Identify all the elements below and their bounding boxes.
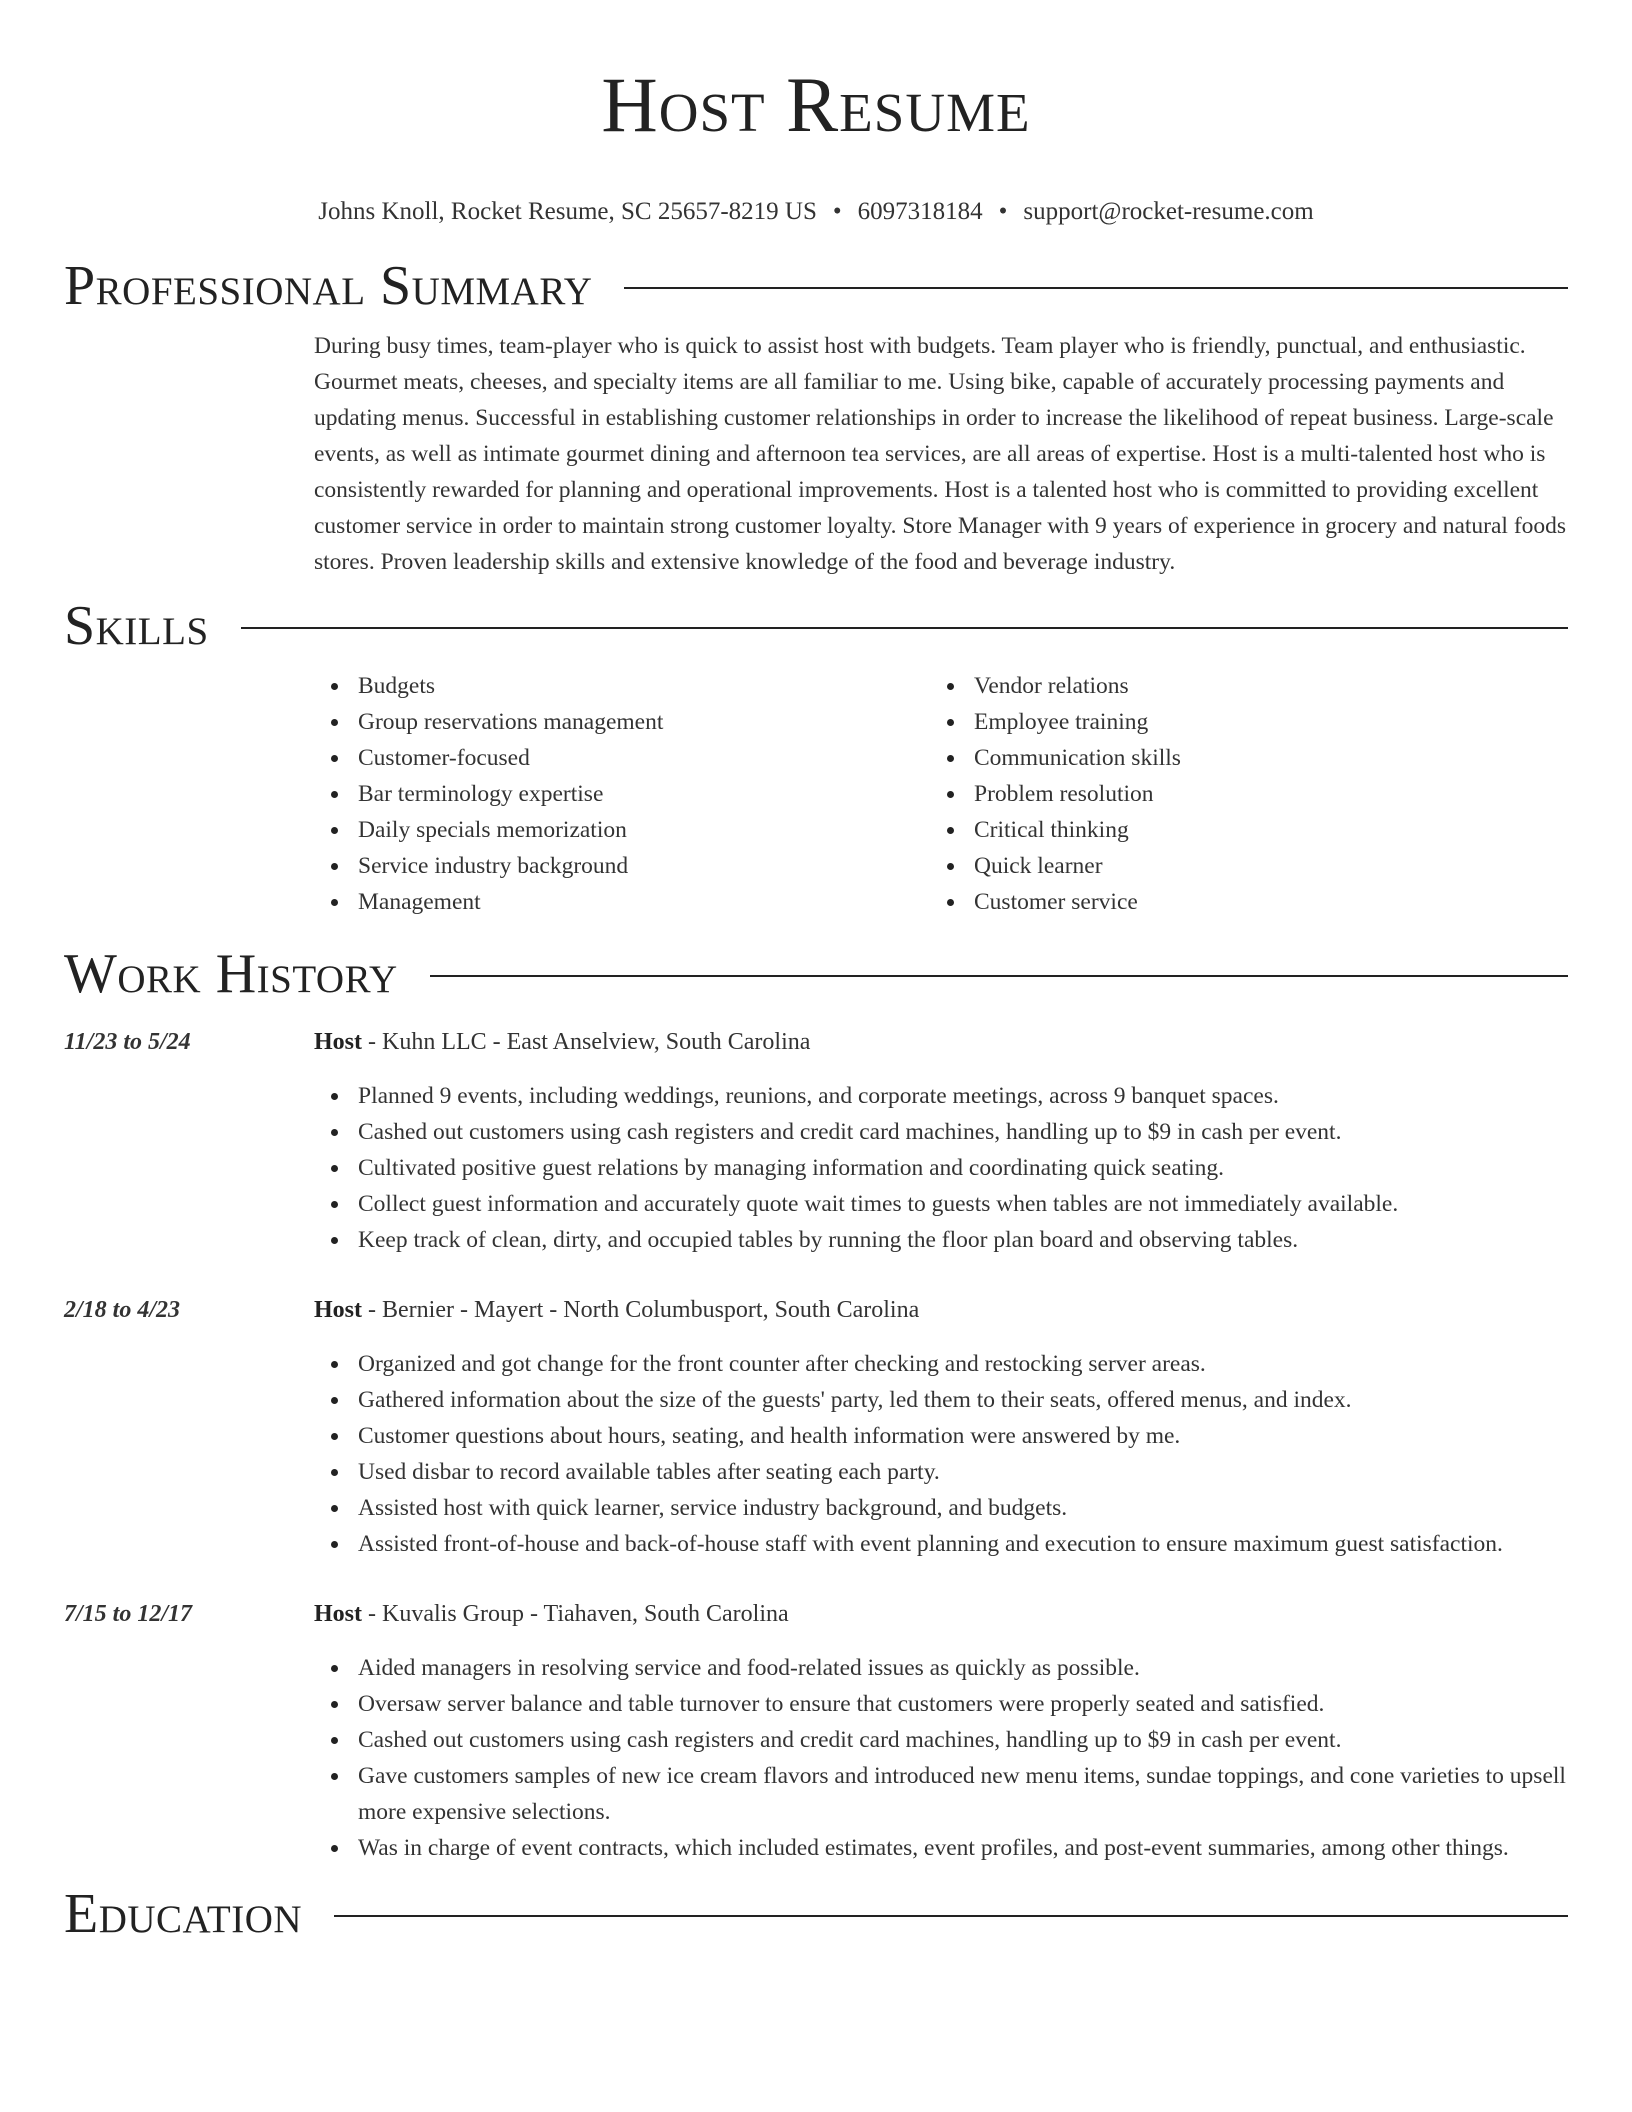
duty-item: Cashed out customers using cash registers and credit card machines, handling up to $9 in cash per event. [314,1722,1568,1758]
skill-item: Communication skills [930,740,1546,776]
duty-item: Organized and got change for the front counter after checking and restocking server areas. [314,1346,1568,1382]
job-dates: 11/23 to 5/24 [64,1029,191,1055]
duty-item: Planned 9 events, including weddings, reunions, and corporate meetings, across 9 banquet spaces. [314,1078,1568,1114]
skill-item: Quick learner [930,848,1546,884]
skill-item: Vendor relations [930,668,1546,704]
job-duties [314,1346,1568,1562]
duty-item: Oversaw server balance and table turnover to ensure that customers were properly seated and satisfied. [314,1686,1568,1722]
duty-item: Gathered information about the size of the guests' party, led them to their seats, offered menus, and index. [314,1382,1568,1418]
section-divider [430,975,1568,977]
skill-item: Daily specials memorization [314,812,930,848]
resume-page [64,0,1568,1946]
job-duties [314,1078,1568,1258]
resume-title: Host Resume [601,61,1031,148]
skill-item: Problem resolution [930,776,1546,812]
job-dates: 7/15 to 12/17 [64,1601,193,1627]
duty-item: Assisted host with quick learner, service industry background, and budgets. [314,1490,1568,1526]
duty-item: Assisted front-of-house and back-of-house staff with event planning and execution to ensure maximum guest satisfaction. [314,1526,1568,1562]
section-title: Education [64,1883,303,1945]
job-employer: - Kuhn LLC - East Anselview, South Carolina [362,1029,811,1055]
duty-item: Customer questions about hours, seating, and health information were answered by me. [314,1418,1568,1454]
section-education [64,1882,1568,1946]
job-dates: 2/18 to 4/23 [64,1297,181,1323]
job-role: Host [314,1601,362,1627]
contact-line [64,196,1568,228]
section-title: Work History [64,943,398,1005]
job-heading [314,1596,1568,1632]
skill-item: Service industry background [314,848,930,884]
section-title: Professional Summary [64,255,593,317]
job-role: Host [314,1029,362,1055]
section-divider [241,627,1568,629]
skill-item: Bar terminology expertise [314,776,930,812]
duty-item: Collect guest information and accurately quote wait times to guests when tables are not immediately available. [314,1186,1568,1222]
job-heading [314,1024,1568,1060]
section-title: Skills [64,595,209,657]
skills-column-right [930,668,1546,920]
job-duties [314,1650,1568,1866]
contact-separator: • [998,198,1008,225]
contact-phone: 6097318184 [857,198,983,225]
skill-item: Management [314,884,930,920]
duty-item: Gave customers samples of new ice cream flavors and introduced new menu items, sundae toppings, and cone varieties to upsell more expensive selections. [314,1758,1568,1830]
contact-separator: • [832,198,842,225]
job-employer: - Kuvalis Group - Tiahaven, South Carolina [362,1601,789,1627]
duty-item: Cashed out customers using cash registers and credit card machines, handling up to $9 in cash per event. [314,1114,1568,1150]
skill-item: Customer-focused [314,740,930,776]
skills-list [314,668,1568,920]
job-employer: - Bernier - Mayert - North Columbusport, South Carolina [362,1297,920,1323]
skill-item: Critical thinking [930,812,1546,848]
skill-item: Employee training [930,704,1546,740]
duty-item: Keep track of clean, dirty, and occupied tables by running the floor plan board and observing tables. [314,1222,1568,1258]
contact-email: support@rocket-resume.com [1023,198,1314,225]
job-entry [64,1292,1568,1562]
skill-item: Budgets [314,668,930,704]
section-divider [334,1915,1568,1917]
skills-column-left [314,668,930,920]
section-professional-summary [64,254,1568,318]
contact-address: Johns Knoll, Rocket Resume, SC 25657-8219 US [318,198,817,225]
duty-item: Aided managers in resolving service and food-related issues as quickly as possible. [314,1650,1568,1686]
duty-item: Cultivated positive guest relations by managing information and coordinating quick seating. [314,1150,1568,1186]
job-entry [64,1024,1568,1258]
job-role: Host [314,1297,362,1323]
skill-item: Group reservations management [314,704,930,740]
job-entry [64,1596,1568,1866]
section-skills [64,594,1568,658]
job-heading [314,1292,1568,1328]
section-divider [624,287,1568,289]
duty-item: Was in charge of event contracts, which included estimates, event profiles, and post-event summaries, among other things. [314,1830,1568,1866]
duty-item: Used disbar to record available tables after seating each party. [314,1454,1568,1490]
skill-item: Customer service [930,884,1546,920]
summary-paragraph: During busy times, team-player who is quick to assist host with budgets. Team player who is friendly, punctual, and enthusiastic. Gourmet meats, cheeses, and specialty items are all familiar to me. Using bike, capable of accurately processing payments and updating menus. Successful in establishing customer relationships in order to increase the likelihood of repeat business. Large-scale events, as well as intimate gourmet dining and afternoon tea services, are all areas of expertise. Host is a multi-talented host who is consistently rewarded for planning and operational improvements. Host is a talented host who is committed to providing excellent customer service in order to maintain strong customer loyalty. Store Manager with 9 years of experience in grocery and natural foods stores. Proven leadership skills and extensive knowledge of the food and beverage industry. [314,333,1567,575]
section-work-history [64,942,1568,1006]
